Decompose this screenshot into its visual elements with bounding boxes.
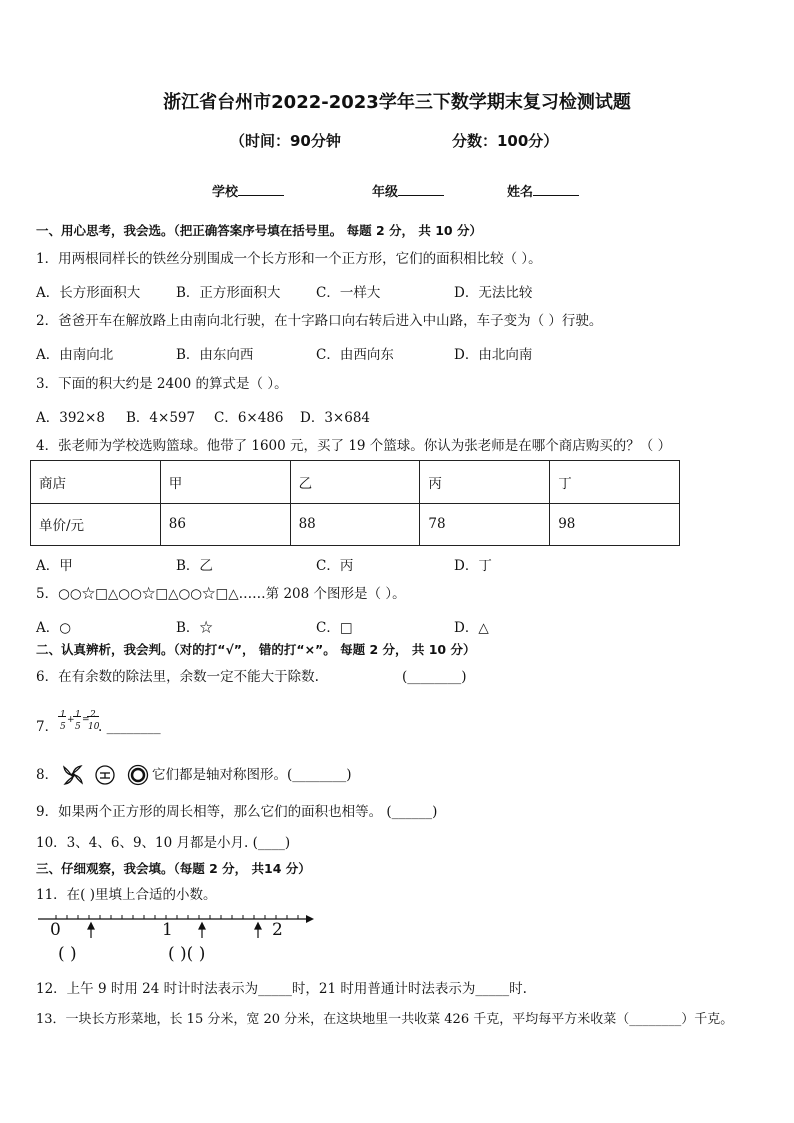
q6-answer-blank[interactable]: (________)	[402, 669, 467, 685]
question-12: 12．上午 9 时用 24 时计时法表示为_____时，21 时用普通计时法表示为_____时.	[36, 981, 527, 997]
q3-option-c[interactable]: C．6×486	[214, 410, 284, 426]
question-8: 它们都是轴对称图形。(________)	[152, 767, 352, 783]
table-row	[31, 461, 680, 504]
ring-icon	[129, 766, 148, 785]
name-field[interactable]	[507, 181, 579, 200]
q7-number: 7．	[36, 719, 59, 735]
table-cell: 86	[160, 503, 290, 546]
grade-field[interactable]	[372, 181, 444, 200]
grade-blank[interactable]	[398, 182, 444, 196]
section-3-heading: 三、仔细观察，我会填。（每题 2 分， 共14 分）	[36, 861, 311, 876]
q2-option-d[interactable]: D．由北向南	[454, 347, 533, 363]
total-score: 分数：100分）	[452, 132, 559, 150]
table-cell: 乙	[290, 461, 420, 504]
fraction-bar	[73, 716, 81, 717]
q3-option-a[interactable]: A．392×8	[36, 410, 105, 426]
fraction-denominator: 5	[75, 722, 81, 732]
up-arrow-icon	[255, 923, 261, 938]
fraction-denominator: 10	[88, 722, 100, 732]
question-5: 5．○○☆□△○○☆□△○○☆□△……第 208 个图形是（ ）。	[36, 586, 406, 602]
q1-option-c[interactable]: C．一样大	[316, 285, 381, 301]
school-label: 学校	[212, 185, 239, 200]
q8-number: 8．	[36, 767, 59, 783]
q1-option-b[interactable]: B．正方形面积大	[176, 285, 281, 301]
answer-bracket[interactable]: ( )( )	[168, 944, 206, 964]
page-title: 浙江省台州市2022-2023学年三下数学期末复习检测试题	[163, 92, 631, 113]
q2-option-a[interactable]: A．由南向北	[36, 347, 114, 363]
table-cell: 丁	[550, 461, 680, 504]
fraction-numerator: 1	[75, 710, 81, 720]
q5-option-c[interactable]: C．□	[316, 620, 353, 636]
q4-option-d[interactable]: D．丁	[454, 558, 492, 574]
table-row	[31, 503, 680, 546]
number-line	[36, 910, 326, 970]
table-cell: 丙	[420, 461, 550, 504]
question-3: 3．下面的积大约是 2400 的算式是（ ）。	[36, 376, 288, 392]
plus-sign: +	[67, 715, 75, 725]
fraction-bar	[58, 716, 66, 717]
table-cell: 甲	[160, 461, 290, 504]
section-2-heading: 二、认真辨析，我会判。（对的打“√”， 错的打“×”。 每题 2 分， 共 10 分）	[36, 642, 476, 657]
up-arrow-icon	[199, 923, 205, 938]
school-blank[interactable]	[238, 182, 284, 196]
fraction-denominator: 5	[60, 722, 66, 732]
school-field[interactable]	[212, 181, 284, 200]
tick-label-2: 2	[272, 920, 283, 940]
q1-option-a[interactable]: A．长方形面积大	[36, 285, 141, 301]
question-4: 4．张老师为学校选购篮球。他带了 1600 元，买了 19 个篮球。你认为张老师是在哪个商店购买的？（ ）	[36, 438, 672, 454]
name-label: 姓名	[507, 185, 534, 200]
question-9: 9．如果两个正方形的周长相等，那么它们的面积也相等。 (______)	[36, 804, 438, 820]
q8-figures	[62, 763, 152, 787]
grade-label: 年级	[372, 185, 399, 200]
fraction-bar	[87, 716, 99, 717]
table-cell: 单价/元	[31, 503, 161, 546]
name-blank[interactable]	[533, 182, 579, 196]
section-1-heading: 一、用心思考，我会选。（把正确答案序号填在括号里。 每题 2 分， 共 10 分）	[36, 223, 482, 238]
q4-option-c[interactable]: C．丙	[316, 558, 354, 574]
table-cell: 商店	[31, 461, 161, 504]
fraction-numerator: 2	[90, 710, 96, 720]
question-6: 6．在有余数的除法里，余数一定不能大于除数.	[36, 669, 319, 685]
question-13: 13．一块长方形菜地，长 15 分米，宽 20 分米，在这块地里一共收菜 426 千克，平均每平方米收菜（________）千克。	[36, 1012, 734, 1027]
q3-option-d[interactable]: D．3×684	[300, 410, 370, 426]
q7-answer-blank[interactable]: . ________	[98, 719, 161, 735]
q4-option-a[interactable]: A．甲	[36, 558, 73, 574]
price-table	[30, 460, 680, 546]
pinwheel-icon	[64, 766, 82, 784]
q5-option-a[interactable]: A．○	[36, 620, 72, 636]
q4-option-b[interactable]: B．乙	[176, 558, 213, 574]
tick-label-1: 1	[162, 920, 173, 940]
circle-symbol-icon	[96, 766, 114, 784]
up-arrow-icon	[88, 923, 94, 938]
tick-label-0: 0	[50, 920, 61, 940]
q2-option-b[interactable]: B．由东向西	[176, 347, 254, 363]
time-limit: （时间：90分钟	[230, 132, 341, 150]
q3-option-b[interactable]: B．4×597	[126, 410, 196, 426]
q5-option-d[interactable]: D．△	[454, 620, 489, 636]
table-cell: 98	[550, 503, 680, 546]
answer-bracket[interactable]: ( )	[58, 944, 77, 964]
question-11: 11．在( )里填上合适的小数。	[36, 887, 217, 903]
table-cell: 78	[420, 503, 550, 546]
question-1: 1．用两根同样长的铁丝分别围成一个长方形和一个正方形，它们的面积相比较（ ）。	[36, 251, 542, 267]
q1-option-d[interactable]: D．无法比较	[454, 285, 533, 301]
q2-option-c[interactable]: C．由西向东	[316, 347, 394, 363]
fraction-numerator: 1	[60, 710, 66, 720]
question-2: 2．爸爸开车在解放路上由南向北行驶，在十字路口向右转后进入中山路，车子变为（ ）行驶。	[36, 313, 603, 329]
table-cell: 88	[290, 503, 420, 546]
equals-sign: =	[82, 715, 90, 725]
question-10: 10．3、4、6、9、10 月都是小月. (____)	[36, 835, 291, 851]
q5-option-b[interactable]: B．☆	[176, 620, 213, 636]
